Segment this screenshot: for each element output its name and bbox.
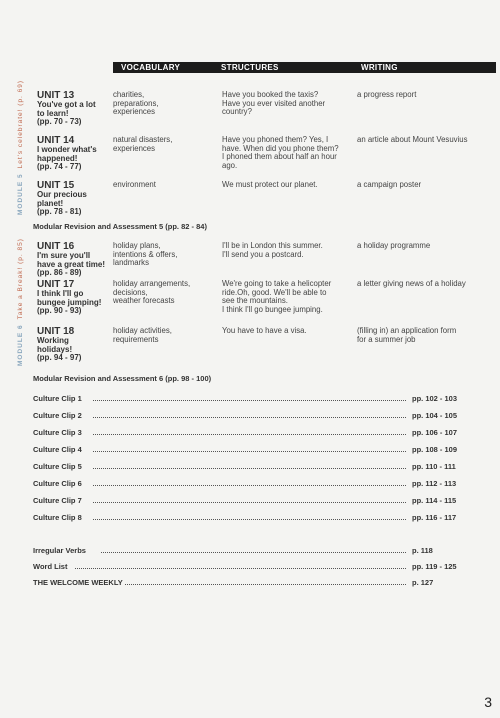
unit-pages: (pp. 74 - 77) bbox=[37, 162, 82, 172]
vocab-line: holiday arrangements, bbox=[113, 279, 191, 288]
unit-title-line: I wonder what's bbox=[37, 145, 97, 154]
clip-label: Culture Clip 2 bbox=[33, 411, 82, 420]
unit-vocabulary bbox=[113, 91, 213, 117]
module-6-title: Take a Break! (p. 85) bbox=[17, 238, 24, 320]
unit-title-line: bungee jumping! bbox=[37, 297, 102, 307]
unit-title bbox=[37, 91, 107, 127]
clip-pages: pp. 106 - 107 bbox=[412, 428, 458, 437]
struct-line: We must protect our planet. bbox=[222, 180, 318, 189]
dot-leader bbox=[93, 434, 406, 435]
struct-line: Have you phoned them? Yes, I bbox=[222, 135, 329, 144]
struct-line: I'll be in London this summer. bbox=[222, 241, 323, 250]
unit-title-line: to learn! bbox=[37, 108, 69, 118]
struct-line: You have to have a visa. bbox=[222, 326, 307, 335]
struct-line: ride.Oh, good. We'll be able to bbox=[222, 287, 327, 297]
struct-line: I phoned them about half an hour bbox=[222, 152, 337, 162]
unit-pages: (pp. 90 - 93) bbox=[37, 306, 82, 316]
unit-vocabulary bbox=[113, 280, 213, 306]
unit-writing bbox=[357, 327, 497, 344]
dot-leader bbox=[93, 400, 406, 401]
vocab-line: natural disasters, bbox=[113, 135, 173, 144]
clip-label: Culture Clip 4 bbox=[33, 445, 82, 454]
struct-line: I'll send you a postcard. bbox=[222, 249, 304, 259]
dot-leader bbox=[93, 451, 406, 452]
clip-label: Culture Clip 7 bbox=[33, 496, 82, 505]
vocab-line: requirements bbox=[113, 334, 159, 344]
culture-clip-entry bbox=[33, 394, 496, 405]
writing-line: a letter giving news of a holiday bbox=[357, 279, 466, 288]
dot-leader bbox=[93, 468, 406, 469]
unit-structures bbox=[222, 91, 352, 117]
unit-vocabulary bbox=[113, 242, 213, 268]
unit-writing bbox=[357, 280, 497, 289]
unit-title bbox=[37, 136, 107, 172]
modular-revision-6: Modular Revision and Assessment 6 (pp. 98 - 100) bbox=[33, 374, 212, 383]
module-6-label: MODULE 6 bbox=[17, 324, 24, 366]
clip-pages: pp. 112 - 113 bbox=[412, 479, 457, 488]
unit-title-line: You've got a lot bbox=[37, 100, 96, 109]
unit-structures bbox=[222, 280, 352, 314]
writing-line: a progress report bbox=[357, 90, 417, 99]
dot-leader bbox=[93, 519, 406, 520]
writing-line: a campaign poster bbox=[357, 180, 422, 189]
dot-leader bbox=[125, 584, 406, 585]
unit-number: UNIT 16 bbox=[37, 241, 75, 252]
clip-pages: pp. 116 - 117 bbox=[412, 513, 457, 522]
modular-revision-5: Modular Revision and Assessment 5 (pp. 82 - 84) bbox=[33, 222, 207, 231]
clip-label: Culture Clip 1 bbox=[33, 394, 82, 403]
clip-pages: pp. 102 - 103 bbox=[412, 394, 458, 403]
vocab-line: intentions & offers, bbox=[113, 249, 178, 259]
unit-number: UNIT 18 bbox=[37, 326, 75, 337]
writing-line: for a summer job bbox=[357, 334, 416, 344]
unit-title bbox=[37, 242, 107, 278]
struct-line: country? bbox=[222, 107, 252, 117]
culture-clip-entry bbox=[33, 496, 496, 507]
vocab-line: decisions, bbox=[113, 287, 148, 297]
unit-writing bbox=[357, 242, 497, 251]
unit-title-line: holidays! bbox=[37, 344, 73, 354]
unit-pages: (pp. 78 - 81) bbox=[37, 207, 82, 217]
vocabulary-header: VOCABULARY bbox=[121, 63, 181, 72]
unit-writing bbox=[357, 181, 497, 190]
culture-clip-entry bbox=[33, 445, 496, 456]
unit-title-line: Our precious bbox=[37, 190, 87, 199]
extra-entry bbox=[33, 578, 496, 589]
vocab-line: holiday plans, bbox=[113, 241, 161, 250]
page-number: 3 bbox=[484, 694, 492, 710]
unit-number: UNIT 14 bbox=[37, 135, 75, 146]
struct-line: Have you ever visited another bbox=[222, 98, 326, 108]
struct-line: I think I'll go bungee jumping. bbox=[222, 304, 323, 314]
unit-pages: (pp. 70 - 73) bbox=[37, 117, 82, 127]
clip-label: Culture Clip 6 bbox=[33, 479, 82, 488]
unit-vocabulary bbox=[113, 327, 213, 344]
unit-number: UNIT 13 bbox=[37, 90, 75, 101]
dot-leader bbox=[75, 568, 406, 569]
vocab-line: weather forecasts bbox=[113, 296, 175, 306]
unit-title-line: happened! bbox=[37, 153, 78, 163]
culture-clip-entry bbox=[33, 513, 496, 524]
unit-number: UNIT 17 bbox=[37, 279, 75, 290]
vocab-line: experiences bbox=[113, 143, 156, 153]
unit-vocabulary bbox=[113, 181, 213, 190]
vocab-line: holiday activities, bbox=[113, 326, 172, 335]
unit-title bbox=[37, 327, 107, 363]
extra-pages: pp. 119 - 125 bbox=[412, 562, 457, 571]
extra-pages: p. 118 bbox=[412, 546, 433, 555]
unit-writing bbox=[357, 91, 497, 100]
struct-line: have. When did you phone them? bbox=[222, 143, 339, 153]
module-5-side-label bbox=[17, 80, 24, 215]
extra-pages: p. 127 bbox=[412, 578, 434, 587]
unit-structures bbox=[222, 242, 352, 259]
unit-title-line: have a great time! bbox=[37, 259, 106, 269]
dot-leader bbox=[101, 552, 406, 553]
clip-pages: pp. 110 - 111 bbox=[412, 462, 456, 471]
unit-pages: (pp. 86 - 89) bbox=[37, 268, 82, 278]
unit-number: UNIT 15 bbox=[37, 180, 75, 191]
vocab-line: experiences bbox=[113, 107, 156, 117]
structures-header: STRUCTURES bbox=[221, 63, 279, 72]
unit-title-line: I'm sure you'll bbox=[37, 251, 91, 260]
extra-label: THE WELCOME WEEKLY bbox=[33, 578, 123, 587]
extra-entry bbox=[33, 546, 496, 557]
extra-label: Irregular Verbs bbox=[33, 546, 86, 555]
module-5-label: MODULE 5 bbox=[17, 173, 24, 215]
unit-structures bbox=[222, 181, 352, 190]
writing-line: (filling in) an application form bbox=[357, 326, 457, 335]
clip-label: Culture Clip 3 bbox=[33, 428, 82, 437]
struct-line: ago. bbox=[222, 160, 238, 170]
unit-title-line: planet! bbox=[37, 198, 64, 208]
unit-writing bbox=[357, 136, 497, 145]
vocab-line: preparations, bbox=[113, 98, 159, 108]
unit-vocabulary bbox=[113, 136, 213, 153]
culture-clip-entry bbox=[33, 462, 496, 473]
culture-clip-entry bbox=[33, 479, 496, 490]
struct-line: We're going to take a helicopter bbox=[222, 279, 332, 288]
clip-pages: pp. 114 - 115 bbox=[412, 496, 457, 505]
vocab-line: landmarks bbox=[113, 258, 149, 268]
unit-structures bbox=[222, 136, 352, 170]
vocab-line: charities, bbox=[113, 90, 145, 99]
module-6-side-label bbox=[17, 238, 24, 366]
struct-line: see the mountains. bbox=[222, 296, 288, 306]
writing-line: an article about Mount Vesuvius bbox=[357, 135, 468, 144]
extra-label: Word List bbox=[33, 562, 68, 571]
clip-label: Culture Clip 8 bbox=[33, 513, 82, 522]
culture-clip-entry bbox=[33, 428, 496, 439]
unit-structures bbox=[222, 327, 352, 336]
dot-leader bbox=[93, 485, 406, 486]
vocab-line: environment bbox=[113, 180, 156, 189]
unit-title-line: I think I'll go bbox=[37, 289, 84, 298]
clip-label: Culture Clip 5 bbox=[33, 462, 82, 471]
struct-line: Have you booked the taxis? bbox=[222, 90, 319, 99]
unit-pages: (pp. 94 - 97) bbox=[37, 353, 82, 363]
module-5-title: Let's celebrate! (p. 69) bbox=[17, 79, 24, 169]
unit-title-line: Working bbox=[37, 336, 69, 345]
dot-leader bbox=[93, 417, 406, 418]
writing-header: WRITING bbox=[361, 63, 398, 72]
column-header-bar bbox=[113, 62, 496, 73]
clip-pages: pp. 104 - 105 bbox=[412, 411, 458, 420]
clip-pages: pp. 108 - 109 bbox=[412, 445, 458, 454]
writing-line: a holiday programme bbox=[357, 241, 431, 250]
culture-clip-entry bbox=[33, 411, 496, 422]
unit-title bbox=[37, 181, 107, 217]
dot-leader bbox=[93, 502, 406, 503]
unit-title bbox=[37, 280, 107, 316]
extra-entry bbox=[33, 562, 496, 573]
